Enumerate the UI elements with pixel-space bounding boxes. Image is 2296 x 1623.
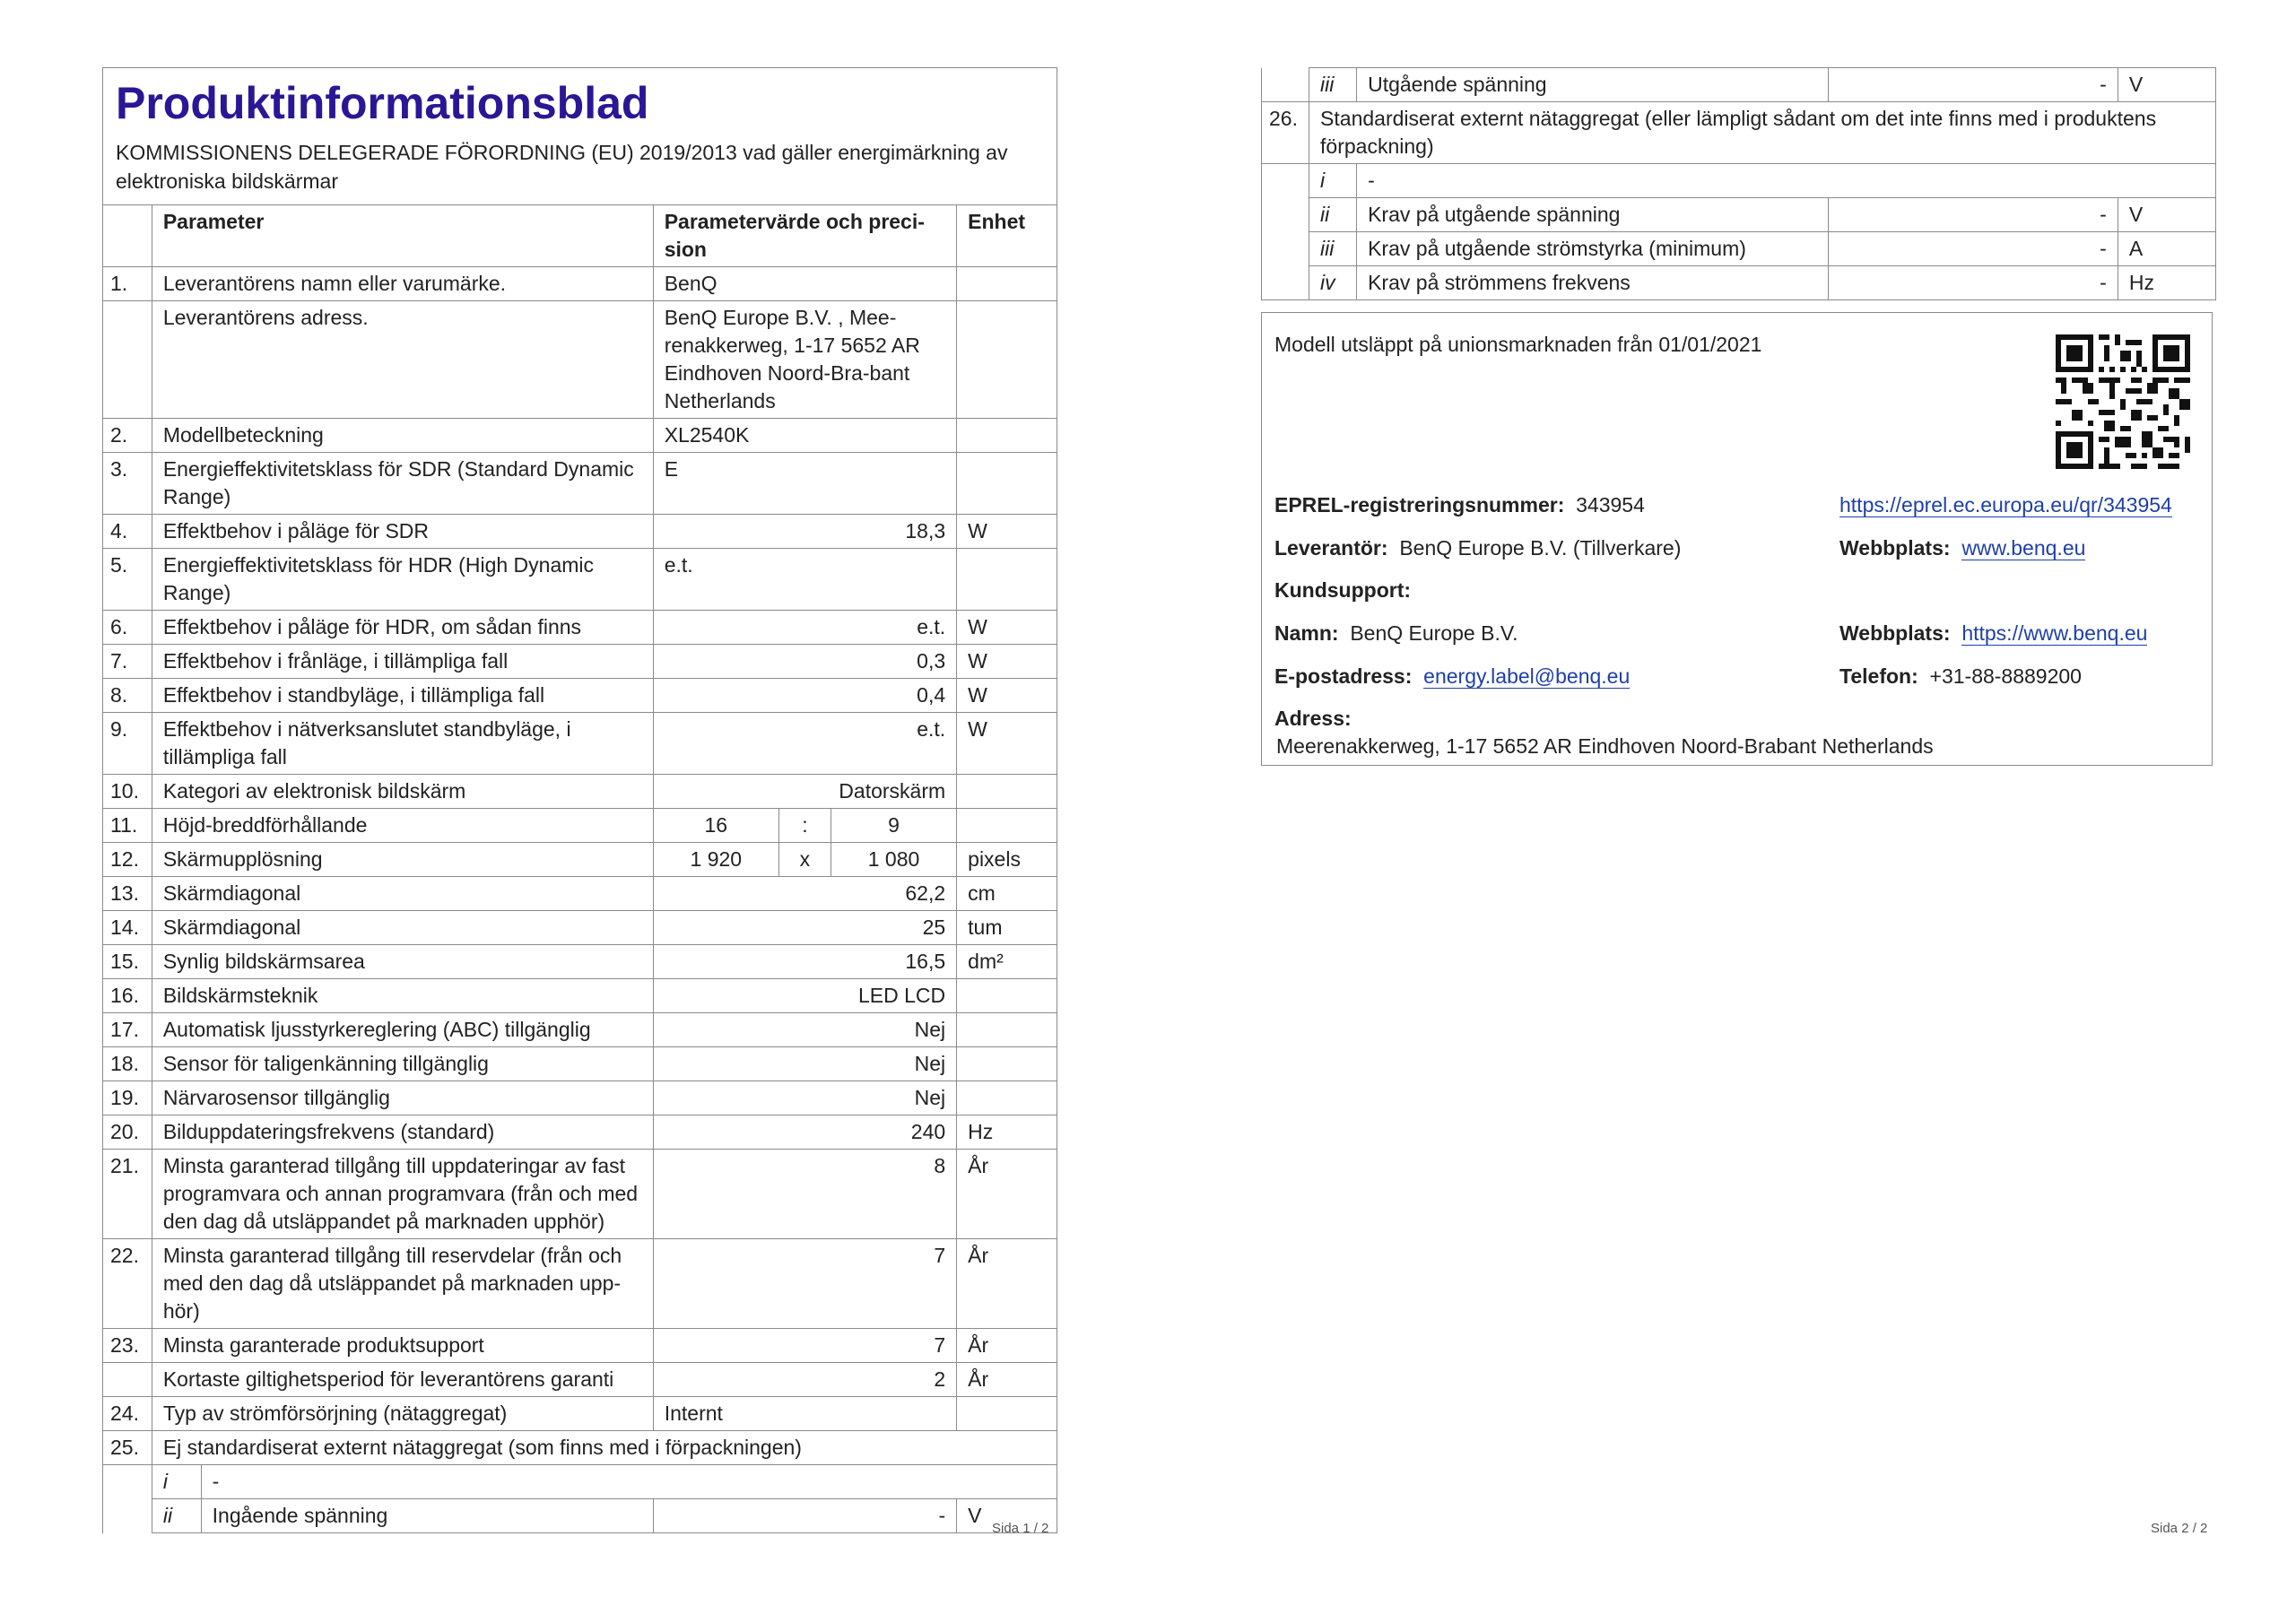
table-row <box>103 611 1057 645</box>
table-row <box>103 267 1057 301</box>
row-value: - <box>653 1499 956 1533</box>
sub-index: i <box>152 1465 201 1499</box>
aspect-height: 9 <box>831 809 956 843</box>
page-title: Produktinformationsblad <box>116 78 649 128</box>
phone-label: Telefon: <box>1839 664 1918 688</box>
table-row <box>103 1363 1057 1397</box>
support-name: BenQ Europe B.V. <box>1350 621 1518 645</box>
row-value: 240 <box>653 1115 956 1150</box>
row-value: 16,5 <box>653 945 956 979</box>
row-label: Leverantörens adress. <box>152 301 653 419</box>
eprel-label: EPREL-registreringsnummer: <box>1274 493 1565 516</box>
aspect-separator: : <box>778 809 831 843</box>
row-label: Sensor för taligenkänning tillgänglig <box>152 1047 653 1081</box>
row-number: 12. <box>103 843 152 877</box>
row-label: Närvarosensor tillgänglig <box>152 1081 653 1115</box>
qr-code-icon[interactable] <box>2056 334 2190 469</box>
table-row <box>103 1047 1057 1081</box>
row-label: Minsta garanterad tillgång till reservdelar (från och med den dag då utsläppandet på marknaden upp-hör) <box>152 1239 653 1329</box>
row-number: 2. <box>103 419 152 453</box>
row-label: Ingående spänning <box>201 1499 653 1533</box>
page-1 <box>102 67 1057 1533</box>
table-row <box>1262 102 2216 164</box>
website-label: Webbplats: <box>1839 536 1951 560</box>
table-row <box>103 877 1057 911</box>
row-number: 11. <box>103 809 152 843</box>
row-label: Kortaste giltighetsperiod för leverantörens garanti <box>152 1363 653 1397</box>
table-row <box>103 713 1057 775</box>
row-unit: V <box>2118 68 2215 102</box>
row-value: 7 <box>653 1239 956 1329</box>
row-number: 13. <box>103 877 152 911</box>
row-number: 19. <box>103 1081 152 1115</box>
row-value: 2 <box>653 1363 956 1397</box>
row-label: Minsta garanterad tillgång till uppdateringar av fast programvara och annan programvara (från och med den dag då utsläppandet på marknaden upphör) <box>152 1150 653 1239</box>
row-number: 3. <box>103 453 152 515</box>
sub-index: iv <box>1309 266 1357 300</box>
resolution-separator: x <box>778 843 831 877</box>
row-value: - <box>1357 164 2216 198</box>
row-number: 9. <box>103 713 152 775</box>
row-label: Krav på strömmens frekvens <box>1357 266 1829 300</box>
email-row <box>1274 663 1630 690</box>
table-row <box>103 419 1057 453</box>
aspect-width: 16 <box>653 809 778 843</box>
row-value: - <box>1829 198 2118 232</box>
table-row <box>103 1465 1057 1499</box>
row-label: Krav på utgående strömstyrka (minimum) <box>1357 232 1829 266</box>
row-number: 21. <box>103 1150 152 1239</box>
table-row <box>103 1329 1057 1363</box>
row-value: Datorskärm <box>653 775 956 809</box>
row-value: Nej <box>653 1013 956 1047</box>
row-number: 15. <box>103 945 152 979</box>
row-unit: W <box>957 515 1057 549</box>
row-label: Energieffektivitetsklass för SDR (Standard Dynamic Range) <box>152 453 653 515</box>
row-label: Kategori av elektronisk bildskärm <box>152 775 653 809</box>
supplier-name: BenQ Europe B.V. (Tillverkare) <box>1399 536 1682 560</box>
sub-index: iii <box>1309 68 1357 102</box>
row-number: 23. <box>103 1329 152 1363</box>
row-unit: W <box>957 679 1057 713</box>
address-label: Adress: <box>1274 707 1352 730</box>
row-number: 6. <box>103 611 152 645</box>
email-link[interactable]: energy.label@benq.eu <box>1423 664 1631 688</box>
row-unit: År <box>957 1329 1057 1363</box>
parameter-table <box>102 204 1057 1533</box>
row-value: e.t. <box>653 611 956 645</box>
row-unit: W <box>957 713 1057 775</box>
table-row <box>103 1397 1057 1431</box>
row-value: - <box>1829 232 2118 266</box>
row-label: Skärmupplösning <box>152 843 653 877</box>
sub-index: ii <box>152 1499 201 1533</box>
table-row <box>103 645 1057 679</box>
row-label: Synlig bildskärmsarea <box>152 945 653 979</box>
row-number: 10. <box>103 775 152 809</box>
header-value: Parametervärde och preci-sion <box>653 205 956 267</box>
row-number: 14. <box>103 911 152 945</box>
row-value: - <box>201 1465 1057 1499</box>
table-row <box>103 515 1057 549</box>
row-label: Automatisk ljusstyrkereglering (ABC) tillgänglig <box>152 1013 653 1047</box>
table-row <box>103 1081 1057 1115</box>
email-label: E-postadress: <box>1274 664 1413 688</box>
table-row <box>103 301 1057 419</box>
row-label: Standardiserat externt nätaggregat (eller lämpligt sådant om det inte finns med i produktens förpackning) <box>1309 102 2216 164</box>
table-row <box>103 679 1057 713</box>
table-row <box>103 911 1057 945</box>
table-row <box>103 549 1057 611</box>
eprel-number: 343954 <box>1576 493 1645 516</box>
row-unit: cm <box>957 877 1057 911</box>
table-row <box>103 1115 1057 1150</box>
row-label: Modellbeteckning <box>152 419 653 453</box>
row-value: Nej <box>653 1081 956 1115</box>
table-header-row <box>103 205 1057 267</box>
page-number-2: Sida 2 / 2 <box>2151 1521 2208 1536</box>
sub-index: iii <box>1309 232 1357 266</box>
row-value: e.t. <box>653 713 956 775</box>
table-row <box>103 979 1057 1013</box>
row-label: Effektbehov i nätverksanslutet standbyläge, i tillämpliga fall <box>152 713 653 775</box>
row-number: 26. <box>1262 102 1309 164</box>
row-unit: Hz <box>957 1115 1057 1150</box>
row-unit: W <box>957 611 1057 645</box>
row-number: 20. <box>103 1115 152 1150</box>
table-row <box>1262 266 2216 300</box>
parameter-table-continued <box>1261 67 2216 300</box>
row-label: Effektbehov i påläge för SDR <box>152 515 653 549</box>
table-row <box>103 1431 1057 1465</box>
release-date-text: Modell utsläppt på unionsmarknaden från 01/01/2021 <box>1274 333 1762 356</box>
row-number: 4. <box>103 515 152 549</box>
row-unit: År <box>957 1239 1057 1329</box>
header-parameter: Parameter <box>152 205 653 267</box>
row-number: 16. <box>103 979 152 1013</box>
row-unit: pixels <box>957 843 1057 877</box>
eprel-row <box>1274 491 1645 519</box>
row-value: Internt <box>653 1397 956 1431</box>
supplier-row <box>1274 534 1681 562</box>
eprel-link[interactable]: https://eprel.ec.europa.eu/qr/343954 <box>1839 493 2172 516</box>
row-label: Effektbehov i standbyläge, i tillämpliga fall <box>152 679 653 713</box>
row-value: 0,3 <box>653 645 956 679</box>
row-value: - <box>1829 68 2118 102</box>
resolution-width: 1 920 <box>653 843 778 877</box>
page-2 <box>1261 67 2216 300</box>
row-value: E <box>653 453 956 515</box>
row-label: Leverantörens namn eller varumärke. <box>152 267 653 301</box>
row-value: 25 <box>653 911 956 945</box>
row-unit: dm² <box>957 945 1057 979</box>
support-name-label: Namn: <box>1274 621 1339 645</box>
row-number: 5. <box>103 549 152 611</box>
row-number: 22. <box>103 1239 152 1329</box>
table-row <box>103 775 1057 809</box>
model-info-box <box>1261 312 2213 766</box>
table-row <box>103 453 1057 515</box>
support-website-link[interactable]: https://www.benq.eu <box>1961 621 2148 645</box>
row-value: 0,4 <box>653 679 956 713</box>
row-value: 62,2 <box>653 877 956 911</box>
row-value: e.t. <box>653 549 956 611</box>
row-label: Ej standardiserat externt nätaggregat (som finns med i förpackningen) <box>152 1431 1057 1465</box>
row-number: 24. <box>103 1397 152 1431</box>
eprel-link-row <box>1839 491 2172 519</box>
row-unit: tum <box>957 911 1057 945</box>
row-label: Bilduppdateringsfrekvens (standard) <box>152 1115 653 1150</box>
sub-index: i <box>1309 164 1357 198</box>
row-unit: V <box>957 1499 1057 1533</box>
table-row <box>1262 232 2216 266</box>
row-value: BenQ <box>653 267 956 301</box>
table-row <box>103 843 1057 877</box>
title-box <box>102 67 1057 204</box>
row-label: Utgående spänning <box>1357 68 1829 102</box>
supplier-label: Leverantör: <box>1274 536 1388 560</box>
row-value: 7 <box>653 1329 956 1363</box>
row-unit: A <box>2118 232 2215 266</box>
support-name-row <box>1274 620 1518 647</box>
table-row <box>1262 164 2216 198</box>
page-number-1: Sida 1 / 2 <box>992 1521 1049 1536</box>
sub-index: ii <box>1309 198 1357 232</box>
row-number: 1. <box>103 267 152 301</box>
row-number: 25. <box>103 1431 152 1465</box>
header-unit: Enhet <box>957 205 1057 267</box>
row-value: BenQ Europe B.V. , Mee-renakkerweg, 1-17 5652 AR Eindhoven Noord-Bra-bant Netherlands <box>653 301 956 419</box>
row-label: Skärmdiagonal <box>152 877 653 911</box>
row-unit: Hz <box>2118 266 2215 300</box>
table-row <box>103 1150 1057 1239</box>
row-number: 17. <box>103 1013 152 1047</box>
table-row <box>103 809 1057 843</box>
row-value: 18,3 <box>653 515 956 549</box>
row-value: LED LCD <box>653 979 956 1013</box>
row-unit: W <box>957 645 1057 679</box>
row-label: Höjd-breddförhållande <box>152 809 653 843</box>
row-label: Effektbehov i frånläge, i tillämpliga fall <box>152 645 653 679</box>
website-row <box>1839 534 2085 562</box>
support-heading: Kundsupport: <box>1274 578 1412 602</box>
support-website-label: Webbplats: <box>1839 621 1951 645</box>
row-unit: År <box>957 1150 1057 1239</box>
row-label: Typ av strömförsörjning (nätaggregat) <box>152 1397 653 1431</box>
table-row <box>1262 198 2216 232</box>
table-row <box>103 1239 1057 1329</box>
address-text: Meerenakkerweg, 1-17 5652 AR Eindhoven Noord-Brabant Netherlands <box>1276 734 1934 758</box>
phone-row <box>1839 663 2082 690</box>
row-unit: V <box>2118 198 2215 232</box>
row-number: 7. <box>103 645 152 679</box>
row-label: Skärmdiagonal <box>152 911 653 945</box>
row-label: Bildskärmsteknik <box>152 979 653 1013</box>
table-row <box>103 945 1057 979</box>
table-row <box>1262 68 2216 102</box>
row-value: - <box>1829 266 2118 300</box>
row-number: 8. <box>103 679 152 713</box>
table-row <box>103 1499 1057 1533</box>
row-number: 18. <box>103 1047 152 1081</box>
row-value: 8 <box>653 1150 956 1239</box>
phone-number: +31-88-8889200 <box>1929 664 2082 688</box>
row-label: Energieffektivitetsklass för HDR (High Dynamic Range) <box>152 549 653 611</box>
row-value: Nej <box>653 1047 956 1081</box>
support-website-row <box>1839 620 2147 647</box>
resolution-height: 1 080 <box>831 843 956 877</box>
website-link[interactable]: www.benq.eu <box>1961 536 2086 560</box>
row-label: Minsta garanterade produktsupport <box>152 1329 653 1363</box>
table-row <box>103 1013 1057 1047</box>
row-label: Krav på utgående spänning <box>1357 198 1829 232</box>
row-label: Effektbehov i påläge för HDR, om sådan finns <box>152 611 653 645</box>
row-value: XL2540K <box>653 419 956 453</box>
page-subtitle: KOMMISSIONENS DELEGERADE FÖRORDNING (EU) 2019/2013 vad gäller energimärkning av elektroniska bildskärmar <box>116 141 1008 193</box>
row-unit: År <box>957 1363 1057 1397</box>
